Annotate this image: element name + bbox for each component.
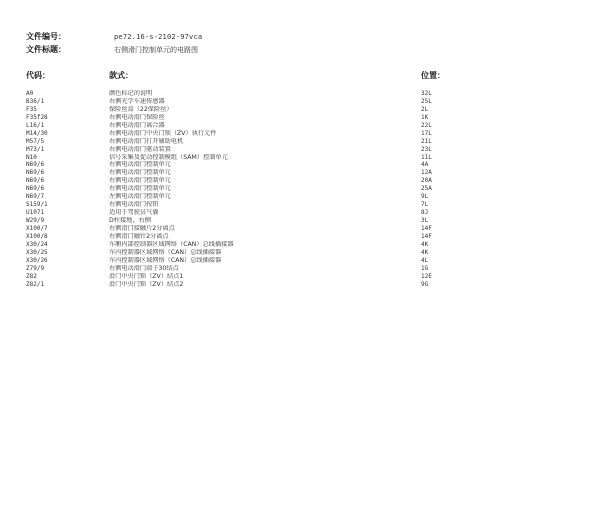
table-row xyxy=(26,209,586,217)
component-code: X100/8 xyxy=(26,232,48,240)
component-description: 颜色标记的说明 xyxy=(109,90,153,97)
table-row xyxy=(26,146,586,154)
component-position: 4L xyxy=(421,256,429,264)
table-header xyxy=(26,69,586,83)
component-description: 右侧电动滑门按钮 xyxy=(109,201,159,209)
table-row xyxy=(26,257,586,265)
table-row xyxy=(26,177,586,185)
doc-number-value: pe72.16-s-2102-97vca xyxy=(114,33,203,41)
table-row xyxy=(26,114,586,122)
component-code: U1071 xyxy=(26,209,45,217)
component-position: 1K xyxy=(421,113,429,121)
table-row xyxy=(26,98,586,106)
component-code: N10 xyxy=(26,153,37,161)
component-description: 车内控制器区域网络（CAN）总线插接器 xyxy=(109,248,222,256)
component-position: 14F xyxy=(421,224,432,232)
column-header-description: 款式： xyxy=(109,71,133,80)
table-row xyxy=(26,106,586,114)
component-code: M73/1 xyxy=(26,145,45,153)
component-description: 保险丝盒（22保险丝） xyxy=(109,105,173,113)
table-row xyxy=(26,90,586,98)
component-code: X30/26 xyxy=(26,256,48,264)
component-position: 12E xyxy=(421,272,432,280)
component-code: Z79/9 xyxy=(26,264,45,272)
component-position: 1G xyxy=(421,264,429,272)
doc-number-row xyxy=(26,30,566,43)
table-row xyxy=(26,161,586,169)
component-code: Z82 xyxy=(26,272,37,280)
component-description: 右侧电动滑门驱动装置 xyxy=(109,145,171,153)
component-description: 左侧电动滑门控制单元 xyxy=(109,193,171,201)
table-row xyxy=(26,201,586,209)
component-position: 4K xyxy=(421,248,429,256)
column-header-code: 代码： xyxy=(26,71,50,80)
table-row xyxy=(26,154,586,162)
component-code: M14/30 xyxy=(26,129,48,137)
component-position: 4K xyxy=(421,240,429,248)
component-position: 22L xyxy=(421,121,432,129)
component-description: 右侧电动滑门保险丝 xyxy=(109,113,165,121)
table-body xyxy=(26,90,586,288)
component-description: 信号采集及促动控制模组（SAM）控制单元 xyxy=(109,153,228,161)
component-description: 右侧电动滑门中央门锁（ZV）执行元件 xyxy=(109,129,217,137)
component-description: 车厢内部控制器区域网络（CAN）总线插接器 xyxy=(109,240,234,248)
table-row xyxy=(26,185,586,193)
doc-title-row xyxy=(26,43,566,56)
table-row xyxy=(26,122,586,130)
component-description: 滑门中央门锁（ZV）结点2 xyxy=(109,280,184,288)
component-description: 右侧电动滑门控制单元 xyxy=(109,177,171,185)
component-description: 右侧电动滑门控制单元 xyxy=(109,169,171,177)
component-code: W29/9 xyxy=(26,217,45,224)
component-position: 8J xyxy=(421,209,429,217)
component-position: 20A xyxy=(421,177,432,185)
component-code: M57/5 xyxy=(26,137,45,145)
component-description: 右侧电动滑门离合器 xyxy=(109,121,165,129)
component-code: S159/1 xyxy=(26,201,48,209)
component-description: 滑门中央门锁（ZV）结点1 xyxy=(109,272,184,280)
component-code: N69/6 xyxy=(26,177,45,185)
component-position: 23L xyxy=(421,145,432,153)
component-position: 9G xyxy=(421,280,429,288)
doc-title-label: 文件标题： xyxy=(26,45,66,54)
component-position: 11L xyxy=(421,153,432,161)
table-row xyxy=(26,225,586,233)
component-code: Z82/1 xyxy=(26,280,45,288)
component-description: 车内控制器区域网络（CAN）总线插接器 xyxy=(109,256,222,264)
component-description: 右侧电动滑门控制单元 xyxy=(109,185,171,193)
component-code: F35 xyxy=(26,105,37,113)
component-code: N69/7 xyxy=(26,193,45,201)
table-row xyxy=(26,281,586,289)
document-header xyxy=(26,30,566,56)
component-description: 右侧电动滑门端子30结点 xyxy=(109,264,179,272)
component-code: F35f28 xyxy=(26,113,48,121)
component-code: N69/6 xyxy=(26,161,45,169)
component-description: 右侧电动滑门控制单元 xyxy=(109,161,171,169)
table-row xyxy=(26,265,586,273)
component-code: X30/25 xyxy=(26,248,48,256)
component-position: 2L xyxy=(421,105,429,113)
component-position: 21L xyxy=(421,137,432,145)
column-header-position: 位置： xyxy=(421,71,445,80)
component-position: 9L xyxy=(421,193,429,201)
component-code: X30/24 xyxy=(26,240,48,248)
doc-title-value: 右侧滑门控制单元的电路图 xyxy=(114,46,198,54)
table-row xyxy=(26,138,586,146)
component-position: 17L xyxy=(421,129,432,137)
table-row xyxy=(26,130,586,138)
table-row xyxy=(26,217,586,225)
component-position: 3L xyxy=(421,217,429,224)
doc-number-label: 文件编号： xyxy=(26,32,66,41)
component-position: 25L xyxy=(421,97,432,105)
table-row xyxy=(26,193,586,201)
table-row xyxy=(26,169,586,177)
table-row xyxy=(26,273,586,281)
component-description: 右侧光学车速传感器 xyxy=(109,97,165,105)
table-row xyxy=(26,233,586,241)
table-row xyxy=(26,249,586,257)
component-description: 右侧滑门接触片2分离点 xyxy=(109,224,175,232)
component-position: 12A xyxy=(421,169,432,177)
component-code: A0 xyxy=(26,90,34,97)
component-position: 25A xyxy=(421,185,432,193)
component-description: 右侧电动滑门打开辅助电机 xyxy=(109,137,184,145)
table-row xyxy=(26,241,586,249)
component-description: 适用于驾驶员气囊 xyxy=(109,209,159,217)
component-description: 右侧滑门触针2分离点 xyxy=(109,232,169,240)
component-code: L16/1 xyxy=(26,121,45,129)
component-code: N69/6 xyxy=(26,185,45,193)
component-position: 14F xyxy=(421,232,432,240)
component-position: 4A xyxy=(421,161,429,169)
component-description: D柱接地，右侧 xyxy=(109,217,151,224)
component-table xyxy=(26,69,586,288)
component-position: 32L xyxy=(421,90,432,97)
component-position: 7L xyxy=(421,201,429,209)
component-code: B36/1 xyxy=(26,97,45,105)
component-code: X100/7 xyxy=(26,224,48,232)
component-code: N69/6 xyxy=(26,169,45,177)
